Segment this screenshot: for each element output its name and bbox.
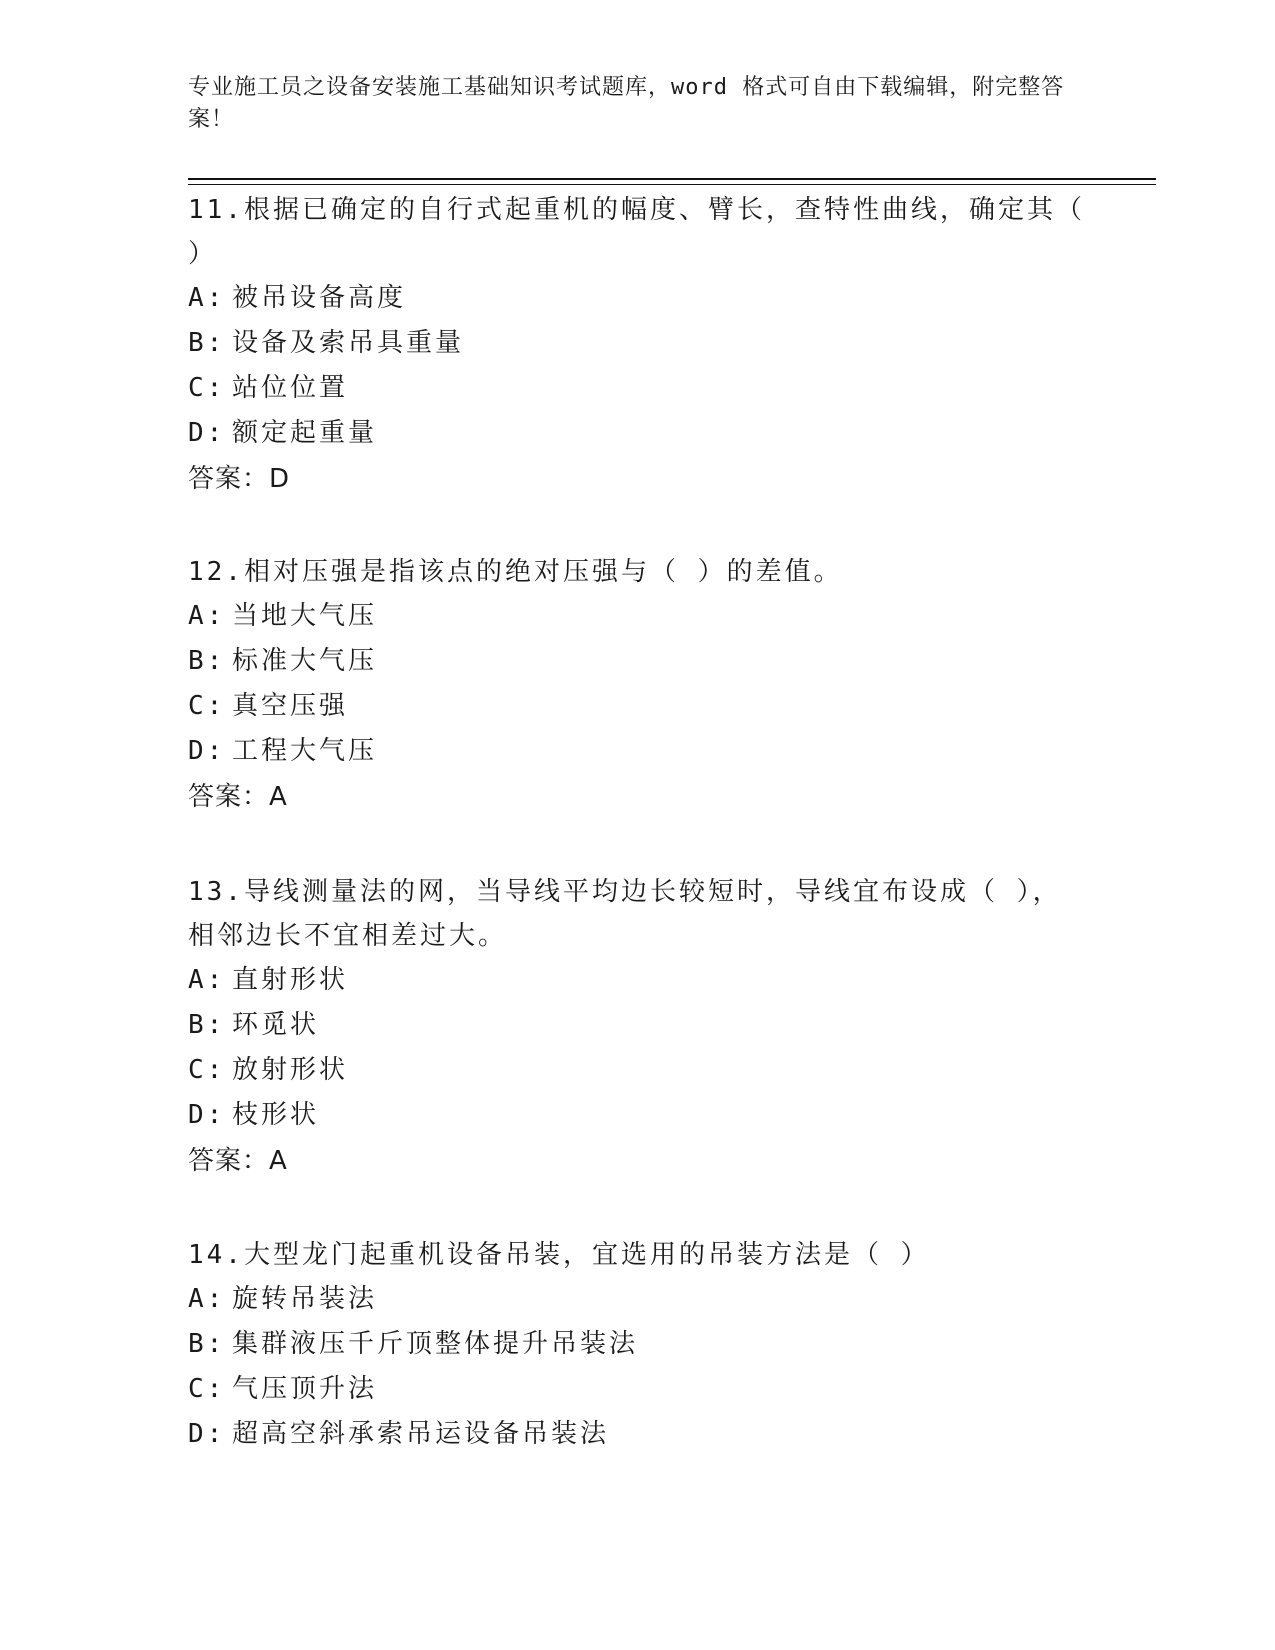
document-header-note: 专业施工员之设备安装施工基础知识考试题库，word 格式可自由下载编辑，附完整答案！: [188, 75, 1065, 132]
option-a: [188, 594, 1088, 639]
option-c: [188, 1367, 1088, 1412]
option-key: B:: [188, 328, 226, 358]
option-b: [188, 1322, 1088, 1367]
option-a: [188, 1277, 1088, 1322]
option-d: [188, 1412, 1088, 1457]
header-divider-thin: [188, 184, 1156, 185]
option-d: [188, 729, 1088, 774]
answer-line: 答案：A: [188, 782, 288, 812]
question-stem: 12.相对压强是指该点的绝对压强与（ ）的差值。: [188, 557, 843, 587]
option-b: [188, 1003, 1088, 1048]
option-text: 设备及索吊具重量: [232, 328, 465, 358]
option-text: 直射形状: [232, 965, 349, 995]
question-14: [188, 1233, 1088, 1457]
option-text: 当地大气压: [232, 601, 378, 631]
option-key: A:: [188, 965, 226, 995]
option-key: C:: [188, 1374, 226, 1404]
question-13: [188, 870, 1088, 1184]
option-text: 枝形状: [232, 1100, 320, 1130]
question-stem: 11.根据已确定的自行式起重机的幅度、臂长，查特性曲线，确定其（ ）: [188, 195, 1085, 269]
option-d: [188, 411, 1088, 456]
option-d: [188, 1093, 1088, 1138]
option-c: [188, 684, 1088, 729]
option-key: A:: [188, 601, 226, 631]
answer-line: 答案：D: [188, 464, 291, 494]
question-stem: 14.大型龙门起重机设备吊装，宜选用的吊装方法是（ ）: [188, 1240, 930, 1270]
question-stem: 13.导线测量法的网，当导线平均边长较短时，导线宜布设成（ ），相邻边长不宜相差过大。: [188, 877, 1062, 951]
option-a: [188, 276, 1088, 321]
question-12: [188, 550, 1088, 820]
option-c: [188, 366, 1088, 411]
option-key: D:: [188, 1419, 226, 1449]
option-b: [188, 321, 1088, 366]
header-divider-thick: [188, 178, 1156, 180]
option-key: B:: [188, 646, 226, 676]
option-text: 被吊设备高度: [232, 283, 407, 313]
option-key: B:: [188, 1010, 226, 1040]
option-text: 环觅状: [232, 1010, 320, 1040]
option-key: C:: [188, 1055, 226, 1085]
option-b: [188, 639, 1088, 684]
option-a: [188, 958, 1088, 1003]
option-key: D:: [188, 418, 226, 448]
option-text: 气压顶升法: [232, 1374, 378, 1404]
option-key: B:: [188, 1329, 226, 1359]
option-text: 放射形状: [232, 1055, 349, 1085]
option-key: A:: [188, 1284, 226, 1314]
option-text: 站位位置: [232, 373, 349, 403]
option-key: A:: [188, 283, 226, 313]
question-11: [188, 188, 1088, 502]
answer-line: 答案：A: [188, 1146, 288, 1176]
option-key: D:: [188, 1100, 226, 1130]
option-text: 集群液压千斤顶整体提升吊装法: [232, 1329, 639, 1359]
option-key: C:: [188, 373, 226, 403]
option-text: 额定起重量: [232, 418, 378, 448]
option-text: 工程大气压: [232, 736, 378, 766]
option-key: C:: [188, 691, 226, 721]
option-key: D:: [188, 736, 226, 766]
option-c: [188, 1048, 1088, 1093]
option-text: 旋转吊装法: [232, 1284, 378, 1314]
option-text: 标准大气压: [232, 646, 378, 676]
option-text: 超高空斜承索吊运设备吊装法: [232, 1419, 610, 1449]
option-text: 真空压强: [232, 691, 349, 721]
